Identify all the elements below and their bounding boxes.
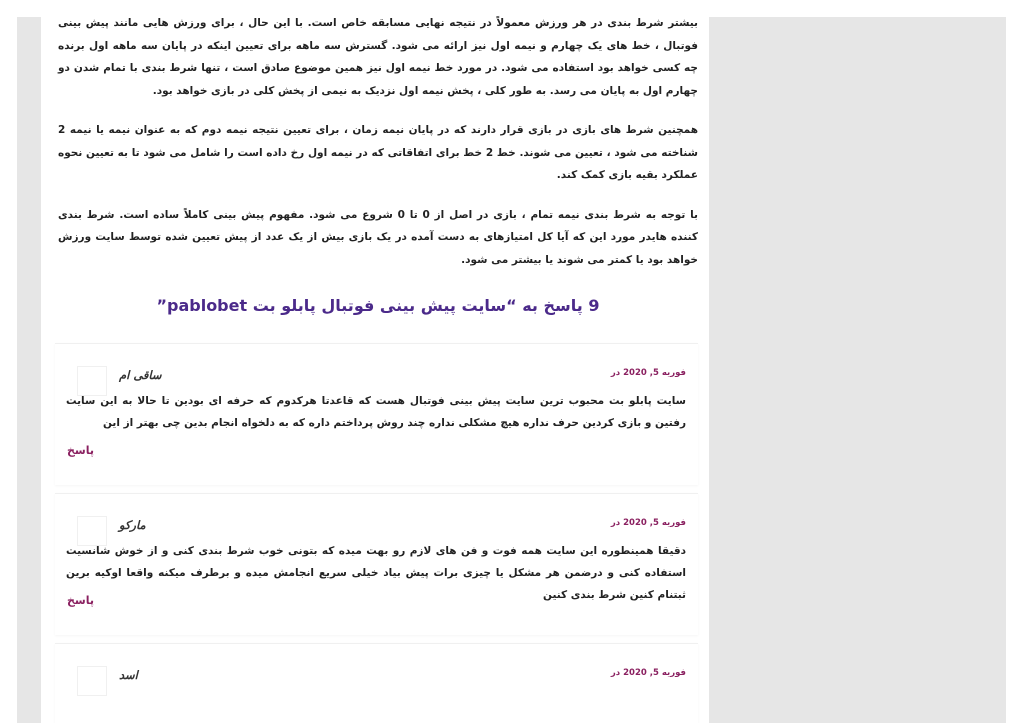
comment-body: دقیقا همینطوره این سایت همه فوت و فن های لازم رو بهت میده که بتونی خوب شرط بندی کنی و از خوش شانسیت استفاده کنی و درضمن هر مشکل یا چیزی برات پیش بیاد خیلی سریع انجامش میده و برطرف میکنه واقعا اوکیه برین ثبتنام کنین شرط بندی کنین	[66, 545, 686, 601]
comment-author[interactable]: ساقی ام	[119, 368, 162, 382]
comment-item	[55, 643, 698, 723]
comment-author[interactable]: اسد	[119, 668, 138, 682]
comment-meta	[67, 358, 686, 390]
comments-title: 9 پاسخ به “سایت پیش بینی فوتبال پابلو بت pablobet”	[156, 296, 600, 315]
comment-author[interactable]: مارکو	[119, 518, 146, 532]
avatar	[77, 666, 107, 696]
article-paragraph: همچنین شرط های بازی در بازی قرار دارند که در پایان نیمه زمان ، برای تعیین نتیجه نیمه دوم که به عنوان نیمه یا نیمه 2 شناخته می شود ، تعیین می شوند. خط 2 خط برای اتفاقاتی که در نیمه اول رخ داده است را شامل می شود تا به تعیین نحوه عملکرد بقیه بازی کمک کند.	[58, 124, 698, 181]
article-paragraph: بیشتر شرط بندی در هر ورزش معمولاً در نتیجه نهایی مسابقه خاص است. با این حال ، برای ورزش هایی مانند پیش بینی فوتبال ، خط های یک چهارم و نیمه اول نیز ارائه می شود. گسترش سه ماهه برای تعیین اینکه در پایان سه ماهه اول برنده چه کسی خواهد بود استفاده می شود. در مورد خط نیمه اول نیز همین موضوع صادق است ، تنها شرط بندی با تمام شدن دو چهارم اول به پایان می رسد. به طور کلی ، پخش نیمه اول نزدیک به نیمی از پخش کلی در بازی خواهد بود.	[58, 17, 698, 97]
comment-date[interactable]: فوریه 5, 2020 در	[610, 368, 686, 378]
comment-date[interactable]: فوریه 5, 2020 در	[610, 518, 686, 528]
comment-date[interactable]: فوریه 5, 2020 در	[610, 668, 686, 678]
comment-item	[55, 343, 698, 485]
comment-meta	[67, 508, 686, 540]
comment-item	[55, 493, 698, 635]
reply-link[interactable]: پاسخ	[67, 444, 95, 457]
reply-link[interactable]: پاسخ	[67, 594, 95, 607]
article-paragraph: با توجه به شرط بندی نیمه تمام ، بازی در اصل از 0 تا 0 شروع می شود. مفهوم پیش بینی کاملاً ساده است. شرط بندی کننده هایدر مورد این که آیا کل امتیازهای به دست آمده در یک بازی بیش از یک عدد از پیش تعیین شده توسط سایت ورزش خواهد بود یا کمتر می شوند یا بیشتر می شود.	[58, 208, 699, 266]
comment-body: سایت پابلو بت محبوب ترین سایت پیش بینی فوتبال هست که قاعدتا هرکدوم که حرفه ای بودین تا حالا به این سایت رفتین و بازی کردین حرف نداره هیچ مشکلی نداره چند روش پرداختم داره که به دلخواه انجام بدین چی بهتر از این	[66, 395, 686, 429]
comment-meta	[67, 658, 686, 690]
article-body	[58, 12, 698, 288]
